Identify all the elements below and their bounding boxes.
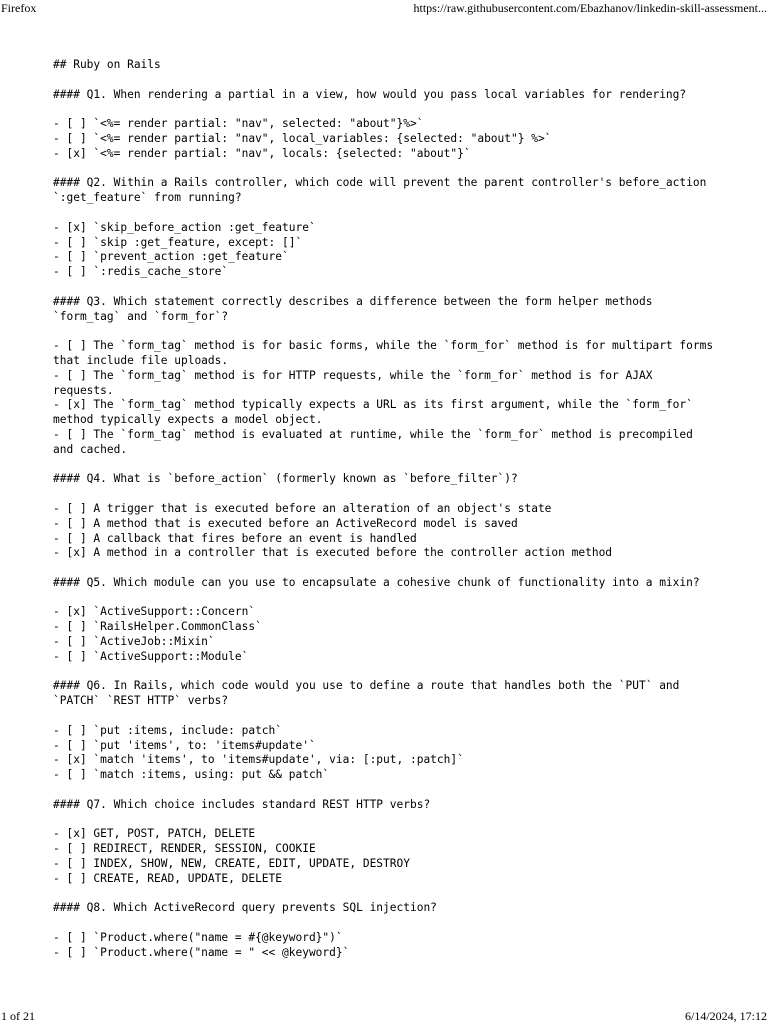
- blank-line: [53, 162, 753, 177]
- blank-line: [53, 887, 753, 902]
- answer-option: - [ ] `<%= render partial: "nav", selected: "about"}%>`: [53, 117, 424, 131]
- answer-option: - [ ] A method that is executed before an ActiveRecord model is saved: [53, 516, 518, 530]
- question-heading: #### Q8. Which ActiveRecord query prevents SQL injection?: [53, 901, 437, 915]
- answer-option: - [ ] A callback that fires before an event is handled: [53, 531, 417, 545]
- blank-line: [53, 280, 753, 295]
- text-line: requests.: [53, 383, 114, 397]
- answer-option: - [ ] The `form_tag` method is for basic forms, while the `form_for` method is for multipart forms: [53, 339, 714, 353]
- answer-option: - [ ] REDIRECT, RENDER, SESSION, COOKIE: [53, 842, 316, 856]
- blank-line: [53, 591, 753, 606]
- blank-line: [53, 324, 753, 339]
- answer-option: - [ ] `ActiveSupport::Module`: [53, 649, 249, 663]
- answer-option: - [ ] `put :items, include: patch`: [53, 723, 283, 737]
- question-heading: #### Q1. When rendering a partial in a view, how would you pass local variables for rendering?: [53, 87, 687, 101]
- blank-line: [53, 709, 753, 724]
- question-heading: #### Q4. What is `before_action` (formerly known as `before_filter`)?: [53, 472, 518, 486]
- answer-option: - [ ] `prevent_action :get_feature`: [53, 250, 289, 264]
- question-heading: #### Q7. Which choice includes standard REST HTTP verbs?: [53, 797, 431, 811]
- answer-option-correct: - [x] The `form_tag` method typically expects a URL as its first argument, while the `form_for`: [53, 398, 693, 412]
- answer-option: - [ ] `ActiveJob::Mixin`: [53, 635, 215, 649]
- page-url: https://raw.githubusercontent.com/Ebazhanov/linkedin-skill-assessment...: [413, 1, 767, 15]
- answer-option: - [ ] A trigger that is executed before an alteration of an object's state: [53, 501, 552, 515]
- text-line: `PATCH` `REST HTTP` verbs?: [53, 694, 229, 708]
- blank-line: [53, 487, 753, 502]
- blank-line: [53, 458, 753, 473]
- question-heading: #### Q3. Which statement correctly describes a difference between the form helper methods: [53, 294, 653, 308]
- answer-option: - [ ] The `form_tag` method is for HTTP requests, while the `form_for` method is for AJAX: [53, 368, 653, 382]
- answer-option-correct: - [x] `<%= render partial: "nav", locals: {selected: "about"}`: [53, 146, 471, 160]
- text-line: `form_tag` and `form_for`?: [53, 309, 229, 323]
- print-datetime: 6/14/2024, 17:12: [684, 1009, 767, 1023]
- answer-option-correct: - [x] GET, POST, PATCH, DELETE: [53, 827, 256, 841]
- blank-line: [53, 561, 753, 576]
- answer-option: - [ ] `put 'items', to: 'items#update'`: [53, 738, 316, 752]
- text-line: and cached.: [53, 442, 128, 456]
- answer-option: - [ ] `:redis_cache_store`: [53, 265, 229, 279]
- answer-option: - [ ] CREATE, READ, UPDATE, DELETE: [53, 871, 283, 885]
- question-heading: #### Q6. In Rails, which code would you use to define a route that handles both the `PUT` and: [53, 679, 680, 693]
- answer-option: - [ ] `match :items, using: put && patch`: [53, 768, 330, 782]
- answer-option: - [ ] `skip :get_feature, except: []`: [53, 235, 303, 249]
- text-line: method typically expects a model object.: [53, 413, 323, 427]
- answer-option-correct: - [x] A method in a controller that is executed before the controller action method: [53, 546, 613, 560]
- answer-option: - [ ] `RailsHelper.CommonClass`: [53, 620, 262, 634]
- blank-line: [53, 73, 753, 88]
- answer-option: - [ ] `Product.where("name = " << @keyword}`: [53, 945, 350, 959]
- text-line: `:get_feature` from running?: [53, 191, 242, 205]
- page-indicator: 1 of 21: [1, 1009, 35, 1023]
- blank-line: [53, 783, 753, 798]
- answer-option-correct: - [x] `ActiveSupport::Concern`: [53, 605, 256, 619]
- blank-line: [53, 206, 753, 221]
- answer-option-correct: - [x] `skip_before_action :get_feature`: [53, 220, 316, 234]
- blank-line: [53, 916, 753, 931]
- answer-option: - [ ] `<%= render partial: "nav", local_variables: {selected: "about"} %>`: [53, 131, 552, 145]
- blank-line: [53, 813, 753, 828]
- answer-option-correct: - [x] `match 'items', to 'items#update', via: [:put, :patch]`: [53, 753, 464, 767]
- question-heading: #### Q2. Within a Rails controller, which code will prevent the parent controller's before_action: [53, 176, 707, 190]
- blank-line: [53, 665, 753, 680]
- browser-name: Firefox: [1, 1, 37, 15]
- answer-option: - [ ] The `form_tag` method is evaluated at runtime, while the `form_for` method is precompiled: [53, 427, 693, 441]
- blank-line: [53, 102, 753, 117]
- question-heading: #### Q5. Which module can you use to encapsulate a cohesive chunk of functionality into a mixin?: [53, 575, 700, 589]
- answer-option: - [ ] `Product.where("name = #{@keyword}")`: [53, 931, 343, 945]
- document-title: ## Ruby on Rails: [53, 58, 161, 71]
- text-line: that include file uploads.: [53, 353, 229, 367]
- answer-option: - [ ] INDEX, SHOW, NEW, CREATE, EDIT, UPDATE, DESTROY: [53, 857, 410, 871]
- document-body: [53, 58, 753, 961]
